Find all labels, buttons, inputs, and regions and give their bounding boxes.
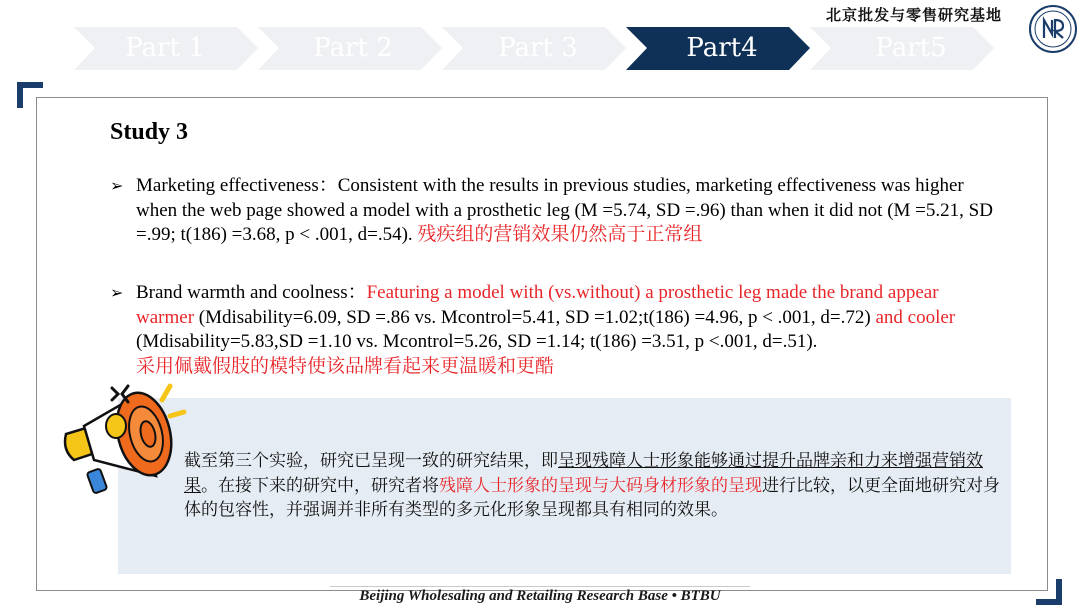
study-title: Study 3 bbox=[110, 119, 189, 145]
bullet-label: Marketing effectiveness： bbox=[136, 175, 338, 196]
summary-part-3: 进行比较，以更全面地研究对身体的包容性，并强调并非所有类型的多元化形象呈现都具有相同的效果。 bbox=[184, 475, 1000, 520]
step-2-label[interactable]: Part 2 bbox=[313, 33, 393, 63]
corner-bracket-top-left-v bbox=[17, 82, 23, 108]
step-3-label[interactable]: Part 3 bbox=[498, 33, 578, 63]
bullet-stats-warmth: (Mdisability=6.09, SD =.86 vs. Mcontrol=5.41, SD =1.02;t(186) =4.96, p < .001, d=.72) bbox=[194, 306, 876, 328]
summary-underlined: 呈现残障人士形象能够通过提升品牌亲和力来增强营销效果 bbox=[184, 451, 983, 496]
bullet-text: Consistent with the results in previous studies, marketing effectiveness was higher when the web page showed a model with a prosthetic leg (M =5.74, SD =.96) than when it did not (M =5.21, SD =.99; t(186) =3.68, p < .001, d=.54). bbox=[136, 175, 993, 245]
summary-part-2: 。在接下来的研究中，研究者将 bbox=[201, 475, 439, 496]
bullet-note-cn: 残疾组的营销效果仍然高于正常组 bbox=[417, 224, 703, 245]
bullet-highlight-warmer: Featuring a model with (vs.without) a prosthetic leg made the brand appear warmer bbox=[136, 282, 939, 328]
bullet-highlight-cooler: and cooler bbox=[875, 306, 956, 328]
step-4-label[interactable]: Part4 bbox=[686, 33, 758, 63]
brand-title: 北京批发与零售研究基地 bbox=[826, 6, 1003, 24]
summary-highlight: 残障人士形象的呈现与大码身材形象的呈现 bbox=[439, 475, 762, 496]
summary-part-1: 截至第三个实验，研究已呈现一致的研究结果，即 bbox=[184, 451, 558, 471]
footer-rule bbox=[330, 586, 750, 587]
bullet-marketing-effectiveness bbox=[110, 174, 1000, 248]
bullet-note-cn: 采用佩戴假肢的模特使该品牌看起来更温暖和更酷 bbox=[136, 355, 555, 377]
bullet-label: Brand warmth and coolness： bbox=[136, 282, 367, 303]
research-base-logo-icon bbox=[1028, 4, 1078, 54]
megaphone-icon bbox=[58, 372, 188, 502]
step-1-label[interactable]: Part 1 bbox=[125, 33, 205, 63]
bullet-brand-warmth bbox=[110, 281, 1000, 379]
arrow-bullet-icon: ➢ bbox=[110, 283, 124, 302]
step-5-label[interactable]: Part5 bbox=[875, 33, 947, 63]
summary-text bbox=[184, 449, 1004, 523]
arrow-bullet-icon: ➢ bbox=[110, 176, 124, 195]
bullet-stats-coolness: (Mdisability=5.83,SD =1.10 vs. Mcontrol=5.26, SD =1.14; t(186) =3.51, p <.001, d=.51). bbox=[136, 331, 818, 352]
footer-text: Beijing Wholesaling and Retailing Research Base • BTBU bbox=[359, 588, 721, 604]
